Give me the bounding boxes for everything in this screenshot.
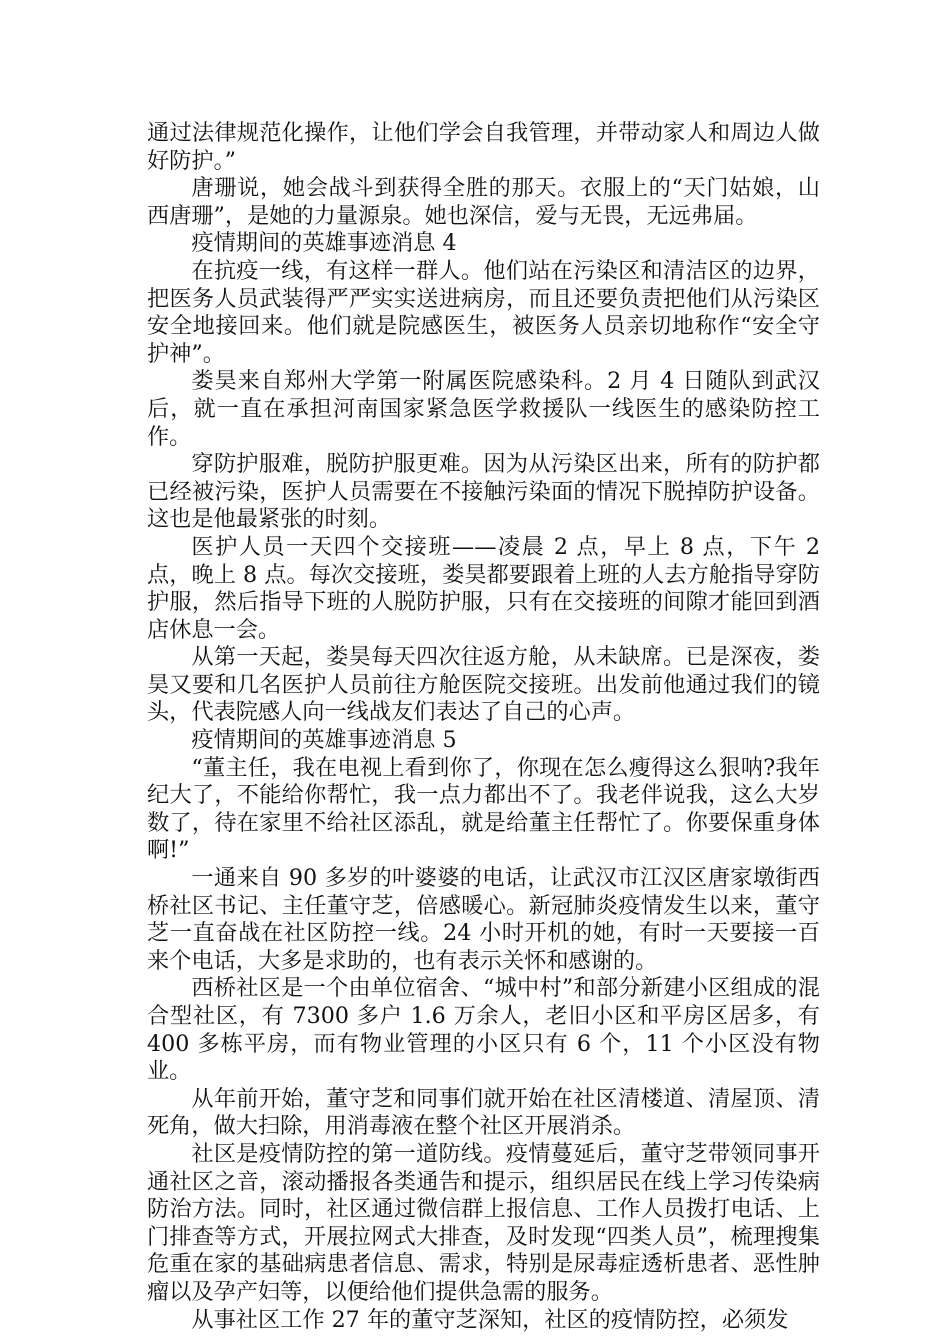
body-paragraph: 社区是疫情防控的第一道防线。疫情蔓延后，董守芝带领同事开通社区之音，滚动播报各类通告和提示，组织居民在线上学习传染病防治方法。同时，社区通过微信群上报信息、工作人员拨打电话、上门排查等方式，开展拉网式大排查，及时发现“四类人员”，梳理搜集危重在家的基础病患者信息、需求，特别是尿毒症透析患者、恶性肿瘤以及孕产妇等，以便给他们提供急需的服务。	[147, 1140, 820, 1305]
document-body	[147, 120, 820, 1334]
body-paragraph: 从事社区工作 27 年的董守芝深知，社区的疫情防控，必须发	[191, 1306, 789, 1333]
body-paragraph: 通过法律规范化操作，让他们学会自我管理，并带动家人和周边人做好防护。”	[147, 120, 820, 174]
body-paragraph: 西桥社区是一个由单位宿舍、“城中村”和部分新建小区组成的混合型社区，有 7300 多户 1.6 万余人，老旧小区和平房区居多，有 400 多栋平房，而有物业管理的小区只有 6 个，11 个小区没有物业。	[147, 975, 820, 1085]
body-paragraph: 唐珊说，她会战斗到获得全胜的那天。衣服上的“天门姑娘，山西唐珊”，是她的力量源泉。她也深信，爱与无畏，无远弗届。	[147, 175, 820, 229]
body-paragraph: 穿防护服难，脱防护服更难。因为从污染区出来，所有的防护都已经被污染，医护人员需要在不接触污染面的情况下脱掉防护设备。这也是他最紧张的时刻。	[147, 451, 820, 533]
section-heading: 疫情期间的英雄事迹消息 4	[191, 230, 457, 257]
section-heading: 疫情期间的英雄事迹消息 5	[191, 727, 457, 754]
body-paragraph: 从第一天起，娄昊每天四次往返方舱，从未缺席。已是深夜，娄昊又要和几名医护人员前往方舱医院交接班。出发前他通过我们的镜头，代表院感人向一线战友们表达了自己的心声。	[147, 644, 820, 726]
body-paragraph: 医护人员一天四个交接班——凌晨 2 点，早上 8 点，下午 2 点，晚上 8 点。每次交接班，娄昊都要跟着上班的人去方舱指导穿防护服，然后指导下班的人脱防护服，只有在交接班的间隙才能回到酒店休息一会。	[147, 533, 820, 643]
body-paragraph: 从年前开始，董守芝和同事们就开始在社区清楼道、清屋顶、清死角，做大扫除，用消毒液在整个社区开展消杀。	[147, 1085, 820, 1140]
body-paragraph: 娄昊来自郑州大学第一附属医院感染科。2 月 4 日随队到武汉后，就一直在承担河南国家紧急医学救援队一线医生的感染防控工作。	[147, 368, 820, 450]
body-paragraph: “董主任，我在电视上看到你了，你现在怎么瘦得这么狠呐?我年纪大了，不能给你帮忙，我一点力都出不了。我老伴说我，这么大岁数了，待在家里不给社区添乱，就是给董主任帮忙了。你要保重身体啊!”	[147, 754, 820, 864]
body-paragraph: 在抗疫一线，有这样一群人。他们站在污染区和清洁区的边界，把医务人员武装得严严实实送进病房，而且还要负责把他们从污染区安全地接回来。他们就是院感医生，被医务人员亲切地称作“安全守护神”。	[147, 257, 820, 367]
body-paragraph: 一通来自 90 多岁的叶婆婆的电话，让武汉市江汉区唐家墩街西桥社区书记、主任董守芝，倍感暖心。新冠肺炎疫情发生以来，董守芝一直奋战在社区防控一线。24 小时开机的她，有时一天要接一百来个电话，大多是求助的，也有表示关怀和感谢的。	[147, 865, 820, 974]
